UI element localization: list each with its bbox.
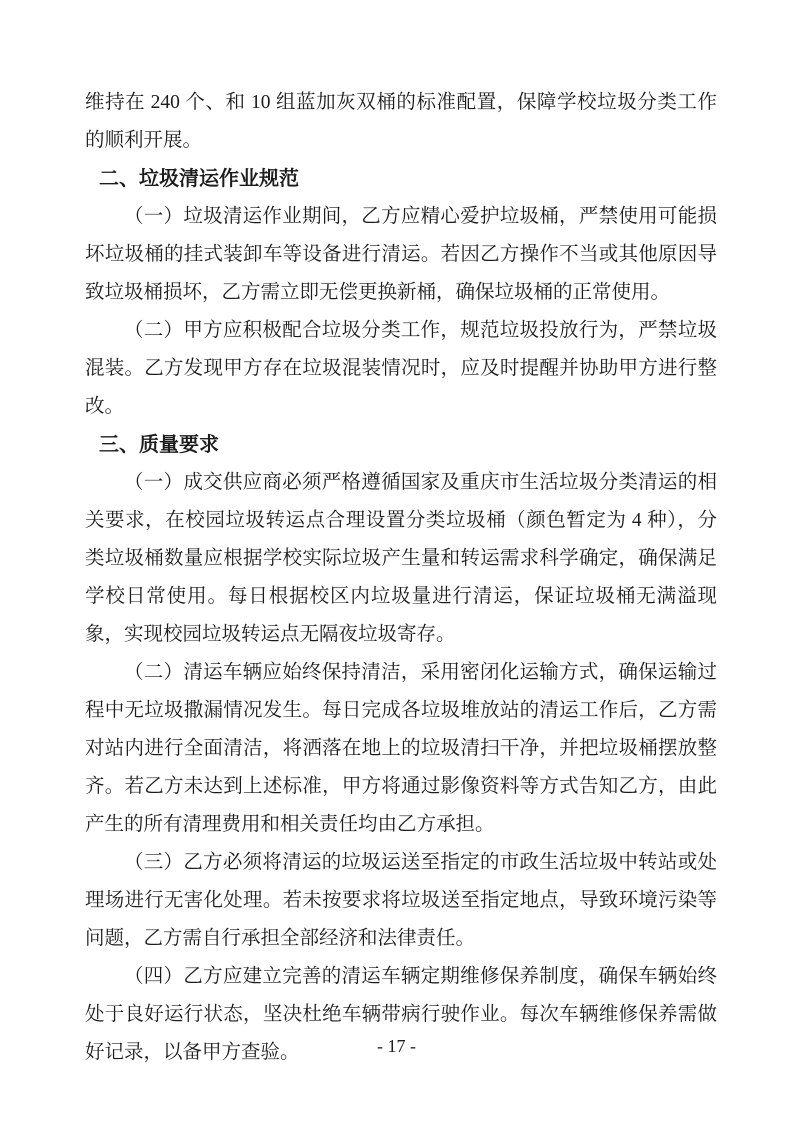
paragraph: （二）甲方应积极配合垃圾分类工作，规范垃圾投放行为，严禁垃圾混装。乙方发现甲方存在垃圾混装情况时，应及时提醒并协助甲方进行整改。 [85, 320, 717, 417]
page-number: - 17 - [377, 1036, 416, 1056]
paragraph: （三）乙方必须将清运的垃圾运送至指定的市政生活垃圾中转站或处理场进行无害化处理。若未按要求将垃圾送至指定地点，导致环境污染等问题，乙方需自行承担全部经济和法律责任。 [85, 852, 717, 949]
section-heading: 二、垃圾清运作业规范 [99, 168, 299, 190]
paragraph: 维持在 240 个、和 10 组蓝加灰双桶的标准配置，保障学校垃圾分类工作的顺利开展。 [85, 92, 717, 151]
paragraph: （二）清运车辆应始终保持清洁，采用密闭化运输方式，确保运输过程中无垃圾撒漏情况发生。每日完成各垃圾堆放站的清运工作后，乙方需对站内进行全面清洁，将洒落在地上的垃圾清扫干净，并把垃圾桶摆放整齐。若乙方未达到上述标准，甲方将通过影像资料等方式告知乙方，由此产生的所有清理费用和相关责任均由乙方承担。 [85, 662, 717, 835]
paragraph: （四）乙方应建立完善的清运车辆定期维修保养制度，确保车辆始终处于良好运行状态，坚决杜绝车辆带病行驶作业。每次车辆维修保养需做好记录，以备甲方查验。 [85, 966, 717, 1063]
paragraph: （一）成交供应商必须严格遵循国家及重庆市生活垃圾分类清运的相关要求，在校园垃圾转运点合理设置分类垃圾桶（颜色暂定为 4 种），分类垃圾桶数量应根据学校实际垃圾产生量和转运需求科学确定，确保满足学校日常使用。每日根据校区内垃圾量进行清运，保证垃圾桶无满溢现象，实现校园垃圾转运点无隔夜垃圾寄存。 [85, 472, 717, 645]
section-heading: 三、质量要求 [99, 434, 219, 456]
paragraph: （一）垃圾清运作业期间，乙方应精心爱护垃圾桶，严禁使用可能损坏垃圾桶的挂式装卸车等设备进行清运。若因乙方操作不当或其他原因导致垃圾桶损坏，乙方需立即无偿更换新桶，确保垃圾桶的正常使用。 [85, 206, 717, 303]
document-body [85, 84, 717, 1072]
